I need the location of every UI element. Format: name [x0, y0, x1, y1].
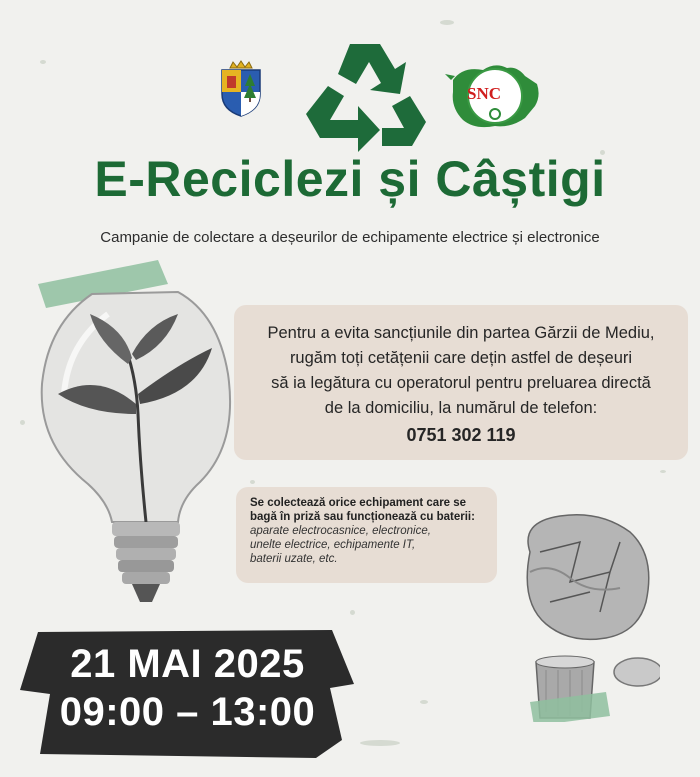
collection-item: unelte electrice, echipamente IT, [250, 539, 416, 551]
paper-speck [420, 700, 428, 704]
logo-row [0, 34, 700, 154]
paper-speck [250, 480, 255, 484]
trash-can-illustration [510, 512, 660, 722]
notice-line: de la domiciliu, la numărul de telefon: [324, 399, 598, 417]
paper-speck [440, 20, 454, 25]
paper-speck [350, 610, 355, 615]
event-time: 09:00 – 13:00 [59, 690, 316, 734]
event-date: 21 MAI 2025 [70, 642, 305, 686]
snc-logo [445, 56, 545, 136]
notice-line: să ia legătura cu operatorul pentru preluarea directă [271, 374, 651, 392]
campaign-subtitle: Campanie de colectare a deșeurilor de echipamente electrice și electronice [100, 229, 600, 246]
collection-item: baterii uzate, etc. [250, 553, 338, 565]
paper-speck [20, 420, 25, 425]
collection-info-box [236, 487, 497, 583]
paper-speck [360, 740, 400, 746]
collection-heading: Se colectează orice echipament care se [250, 497, 467, 509]
collection-heading: bagă în priză sau funcționează cu baterii: [250, 511, 475, 523]
notice-line: Pentru a evita sancțiunile din partea Gărzii de Mediu, [267, 324, 655, 342]
notice-line: rugăm toți cetățenii care dețin astfel de deșeuri [289, 349, 633, 367]
snc-logo-text: SNC [467, 84, 502, 103]
paper-speck [660, 470, 666, 473]
campaign-title: E-Reciclezi și Câștigi [94, 151, 606, 207]
notice-box [234, 305, 688, 460]
phone-number: 0751 302 119 [406, 425, 516, 445]
recycle-icon [300, 34, 430, 154]
county-coat-of-arms-icon [216, 58, 266, 118]
collection-item: aparate electrocasnice, electronice, [250, 525, 431, 537]
lightbulb-plant-illustration [28, 254, 238, 614]
